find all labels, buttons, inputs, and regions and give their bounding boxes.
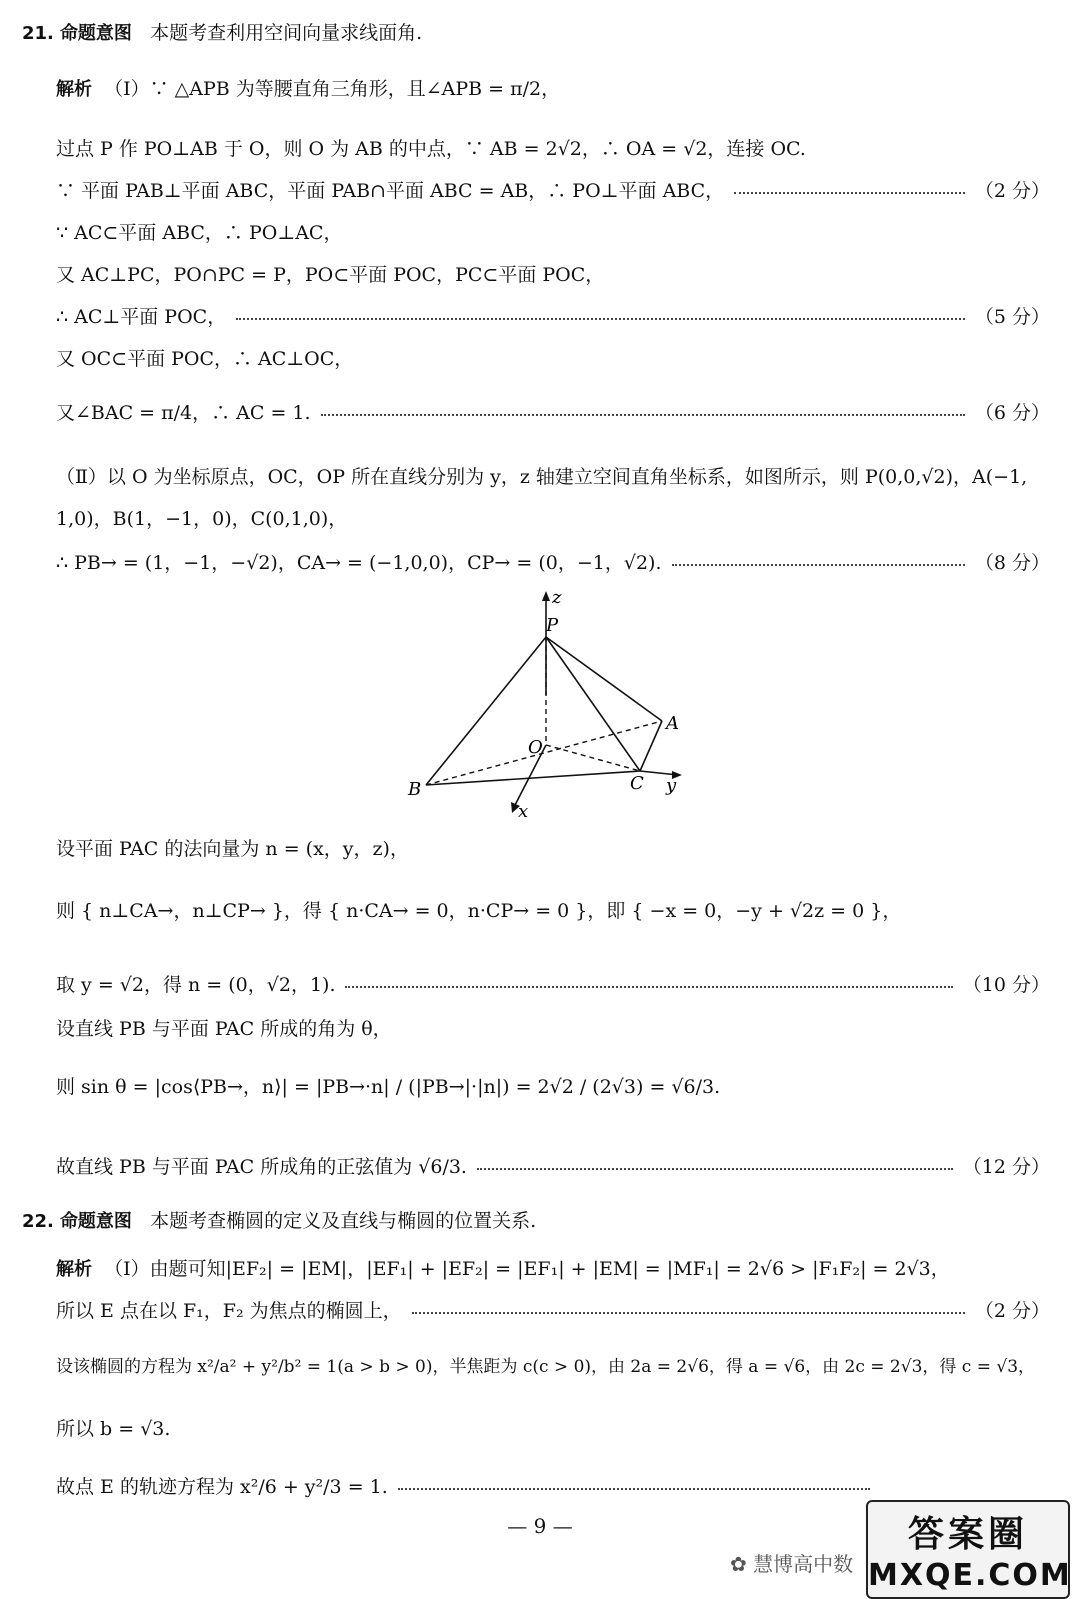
pyramid-figure [400, 585, 700, 825]
q21-line-9: 1,0)，B(1，−1，0)，C(0,1,0)， [56, 508, 348, 530]
q21-analysis-label: 解析 [56, 78, 92, 100]
q21-line-6: 又 OC⊂平面 POC，∴ AC⊥OC， [56, 348, 354, 370]
q21-line-5: ∴ AC⊥平面 POC， （5 分） [56, 302, 1050, 332]
score: （6 分） [974, 402, 1050, 424]
score: （12 分） [962, 1156, 1050, 1178]
q21-line-3: ∵ AC⊂平面 ABC，∴ PO⊥AC， [56, 222, 343, 244]
q21-line-7: 又∠BAC = π/4，∴ AC = 1. （6 分） [56, 398, 1050, 428]
score: （10 分） [962, 974, 1050, 996]
score: （2 分） [974, 1300, 1050, 1322]
watermark-top: 答案圈 [907, 1514, 1028, 1555]
wechat-source: ✿ 慧博高中数 [730, 1552, 854, 1576]
q22-intent-label: 命题意图 [59, 1211, 132, 1232]
q21-line-0: 解析 （Ⅰ）∵ △APB 为等腰直角三角形，且∠APB = π/2， [56, 77, 561, 100]
watermark-bottom: MXQE.COM [868, 1558, 1072, 1593]
q22-intent-text: 本题考查椭圆的定义及直线与椭圆的位置关系. [150, 1210, 537, 1232]
q21-intent-text: 本题考查利用空间向量求线面角. [150, 22, 423, 44]
edge-PC [546, 637, 640, 771]
label-C: C [630, 773, 644, 794]
z-axis-arrow [542, 591, 550, 601]
q21-line-4: 又 AC⊥PC，PO∩PC = P，PO⊂平面 POC，PC⊂平面 POC， [56, 264, 605, 286]
q22-line-4: 故点 E 的轨迹方程为 x²/6 + y²/3 = 1. [56, 1472, 880, 1502]
q21-line-10: ∴ PB→ = (1，−1，−√2)，CA→ = (−1,0,0)，CP→ = (0，−1，√2). （8 分） [56, 548, 1050, 578]
edge-CA [640, 721, 662, 771]
q21b-line-4: 则 sin θ = |cos⟨PB→，n⟩| = |PB→·n| / (|PB→|·|n|) = 2√2 / (2√3) = √6/3. [56, 1076, 721, 1098]
q21b-line-3: 设直线 PB 与平面 PAC 所成的角为 θ， [56, 1018, 392, 1040]
q22-line-1: 所以 E 点在以 F₁，F₂ 为焦点的椭圆上， （2 分） [56, 1296, 1050, 1326]
page-number: — 9 — [507, 1514, 573, 1538]
edge-BC [426, 771, 640, 785]
q22-analysis-label: 解析 [56, 1258, 92, 1280]
watermark [730, 1500, 1070, 1595]
q21b-line-1: 则 { n⊥CA→，n⊥CP→ }，得 { n·CA→ = 0，n·CP→ = 0 }，即 { −x = 0，−y + √2z = 0 }， [56, 900, 902, 922]
q22-line-3: 所以 b = √3. [56, 1418, 171, 1440]
score: （8 分） [974, 552, 1050, 574]
label-P: P [546, 615, 559, 636]
q21-line-8: （Ⅱ）以 O 为坐标原点，OC，OP 所在直线分别为 y，z 轴建立空间直角坐标系，如图所示，则 P(0,0,√2)，A(−1, [56, 466, 1028, 488]
label-B: B [408, 779, 422, 800]
q22-line-2: 设该椭圆的方程为 x²/a² + y²/b² = 1(a > b > 0)，半焦距为 c(c > 0)，由 2a = 2√6，得 a = √6，由 2c = 2√3，得 c = √3， [56, 1357, 1036, 1377]
label-z: z [552, 587, 562, 608]
q21-intent-label: 命题意图 [59, 23, 132, 44]
score: （2 分） [974, 180, 1050, 202]
label-O: O [528, 737, 543, 758]
label-y: y [666, 775, 677, 796]
wechat-icon: ✿ [730, 1552, 747, 1576]
q21b-line-0: 设平面 PAC 的法向量为 n = (x，y，z)， [56, 838, 409, 860]
q21-number: 21. [22, 23, 54, 44]
q21-header [22, 18, 422, 48]
q22-number: 22. [22, 1211, 54, 1232]
q22-line-0: 解析 （Ⅰ）由题可知|EF₂| = |EM|，|EF₁| + |EF₂| = |EF₁| + |EM| = |MF₁| = 2√6 > |F₁F₂| = 2√3， [56, 1257, 950, 1280]
q21b-line-2: 取 y = √2，得 n = (0，√2，1). （10 分） [56, 970, 1050, 1000]
q22-header [22, 1206, 536, 1236]
q21-line-2: ∵ 平面 PAB⊥平面 ABC，平面 PAB∩平面 ABC = AB，∴ PO⊥平面 ABC， （2 分） [56, 176, 1050, 206]
edge-PB [426, 637, 546, 785]
watermark-logo [866, 1500, 1070, 1599]
label-A: A [666, 713, 679, 734]
q21-line-1: 过点 P 作 PO⊥AB 于 O，则 O 为 AB 的中点，∵ AB = 2√2，∴ OA = √2，连接 OC. [56, 138, 806, 160]
q21b-line-5: 故直线 PB 与平面 PAC 所成角的正弦值为 √6/3. （12 分） [56, 1152, 1050, 1182]
edge-PA [546, 637, 662, 721]
label-x: x [518, 801, 529, 822]
score: （5 分） [974, 306, 1050, 328]
